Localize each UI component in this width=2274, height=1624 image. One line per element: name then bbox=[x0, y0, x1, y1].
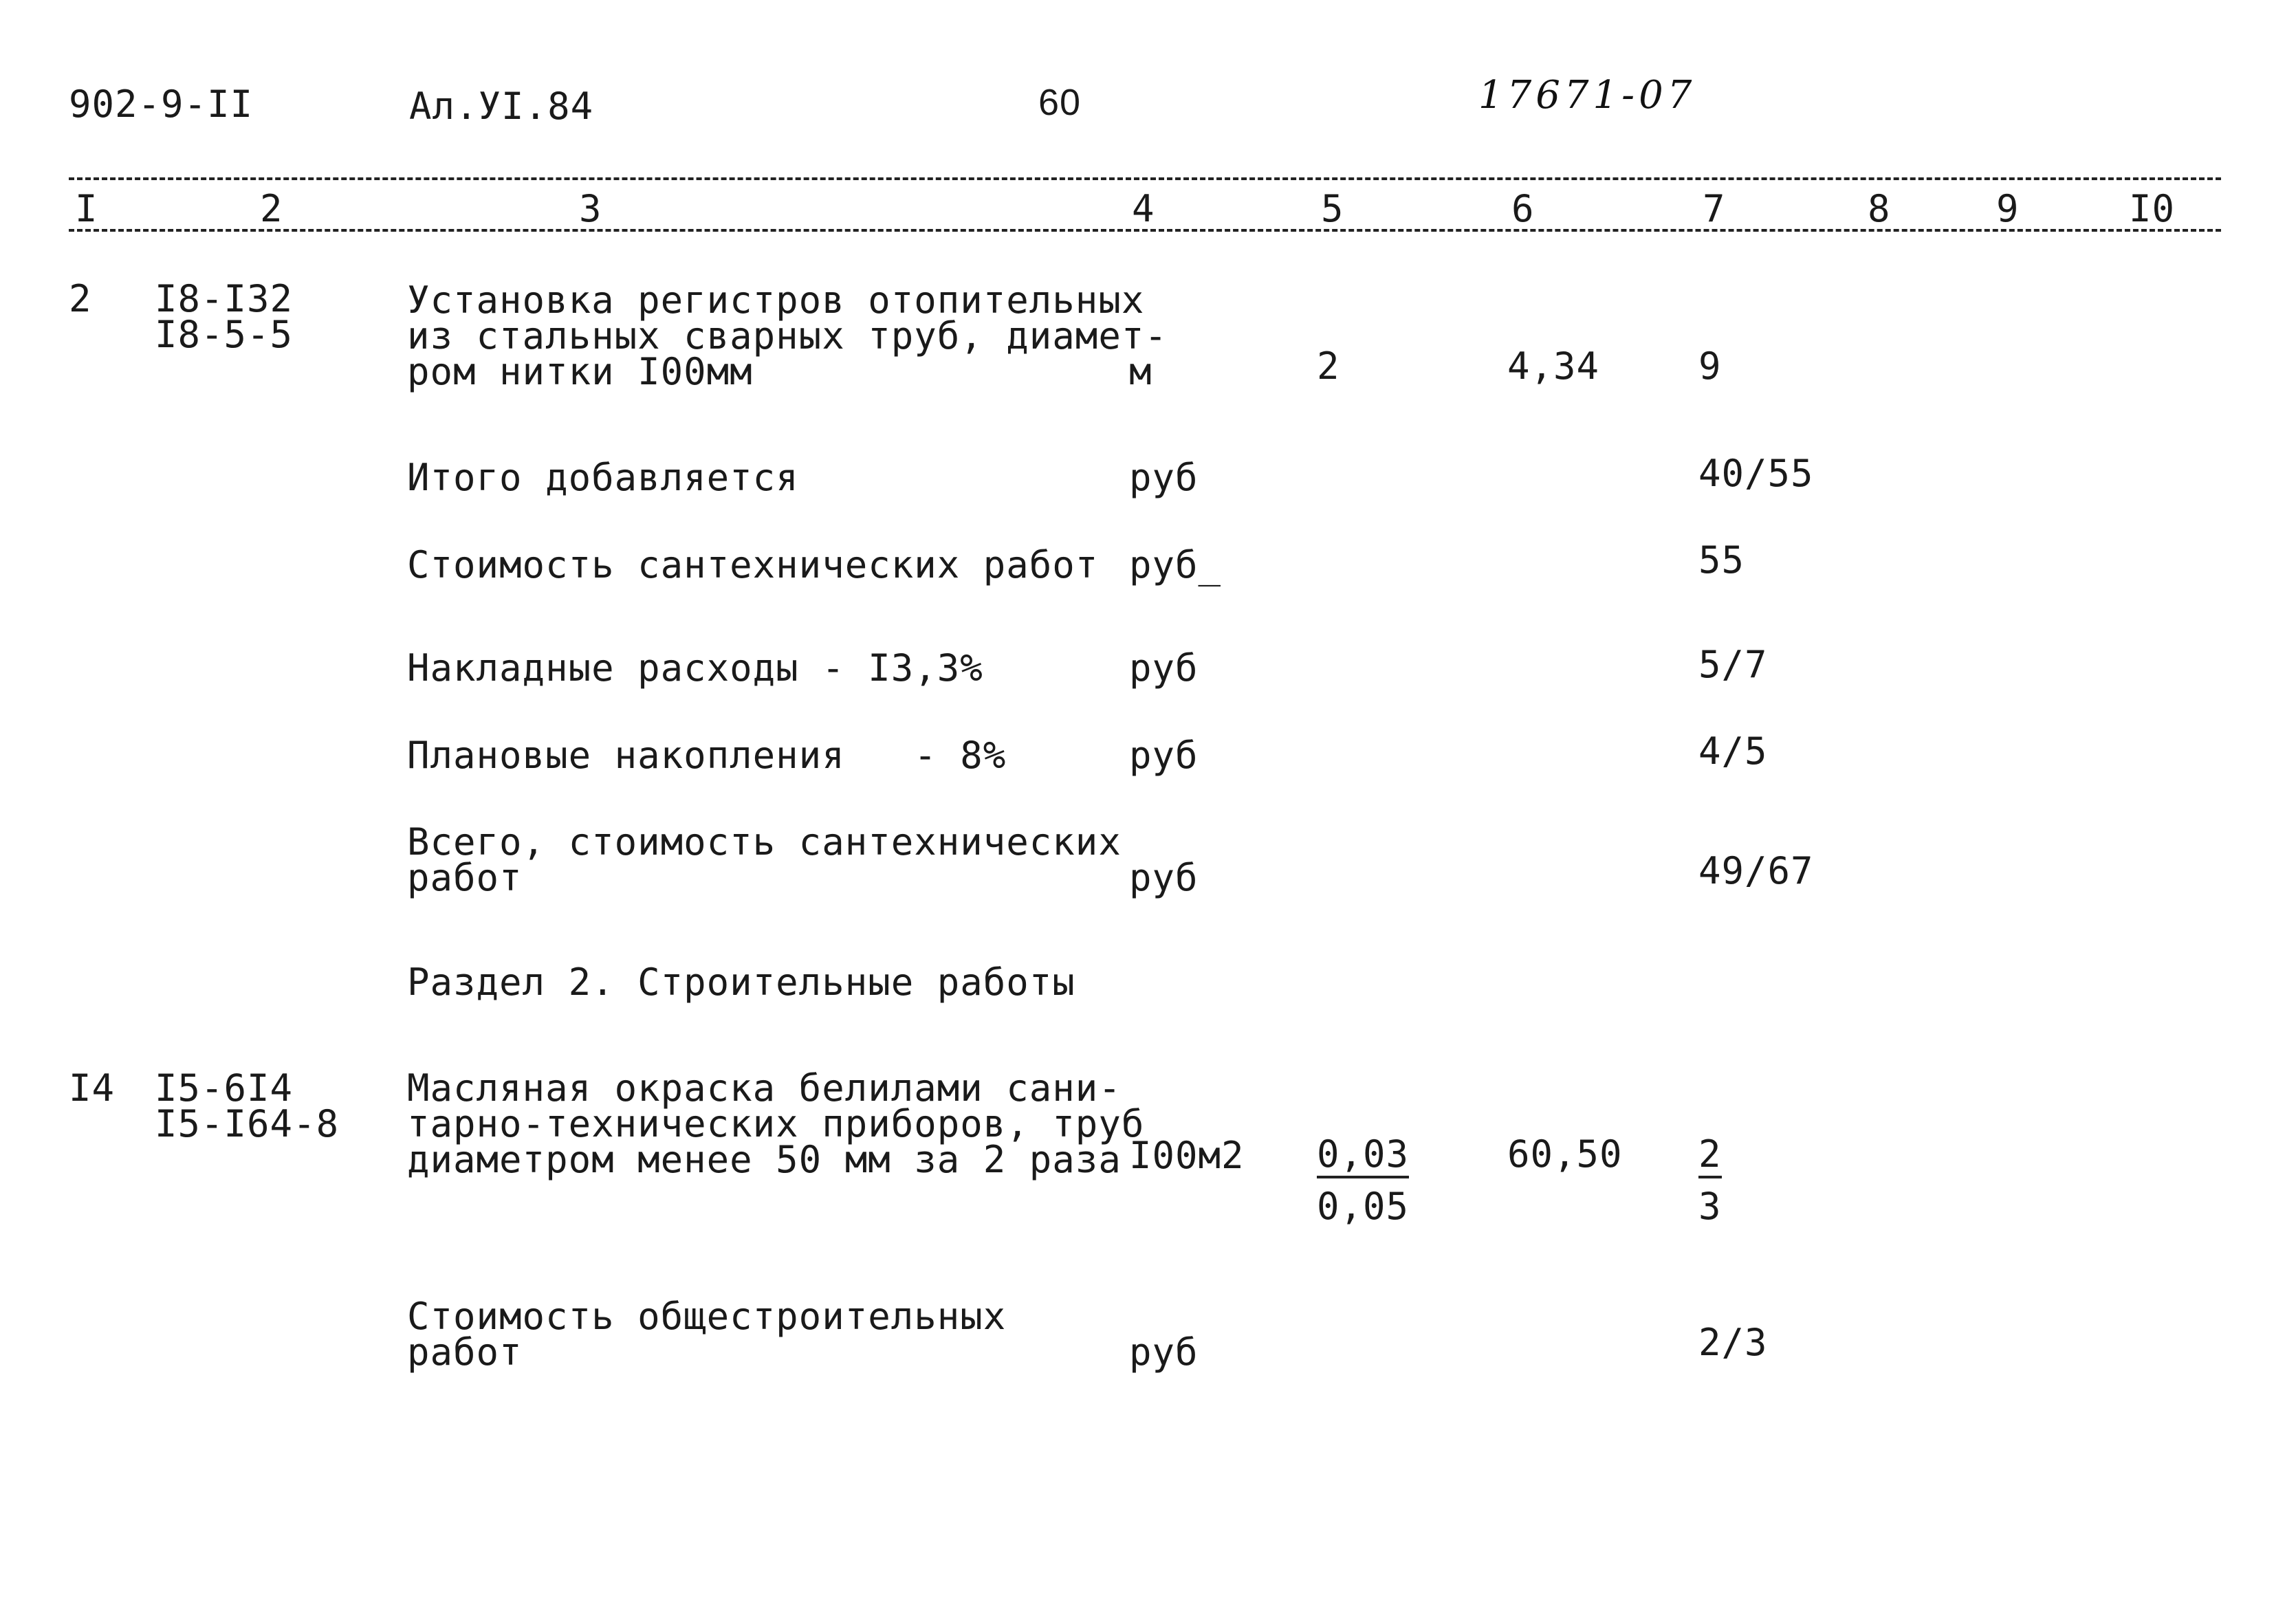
album-code: Ал.УI.84 bbox=[409, 85, 594, 128]
plumbing-cost-label: Стоимость сантехнических работ bbox=[407, 543, 1099, 586]
grand-total-label: работ bbox=[407, 856, 523, 899]
column-header-9: 9 bbox=[1992, 190, 2024, 228]
column-header-8: 8 bbox=[1863, 190, 1895, 228]
unit: руб bbox=[1129, 856, 1199, 899]
total-denominator: 3 bbox=[1698, 1185, 1722, 1228]
work-description: ром нитки I00мм bbox=[407, 350, 753, 393]
page-number: 60 bbox=[1038, 82, 1082, 123]
unit: руб bbox=[1129, 646, 1199, 690]
general-construction-cost-label: работ bbox=[407, 1330, 523, 1374]
column-header-4: 4 bbox=[1128, 190, 1159, 228]
unit: руб bbox=[1129, 734, 1199, 777]
unit: м bbox=[1129, 350, 1152, 393]
column-header-1: I bbox=[71, 190, 102, 228]
rate-code: I8-I32 bbox=[155, 277, 294, 320]
unit: руб bbox=[1129, 456, 1199, 499]
total-cost: 2/3 bbox=[1698, 1321, 1768, 1364]
grand-total-label: Всего, стоимость сантехнических bbox=[407, 820, 1122, 864]
rate-code: I5-I64-8 bbox=[155, 1102, 340, 1145]
work-description: Установка регистров отопительных bbox=[407, 278, 1145, 322]
unit-price: 60,50 bbox=[1507, 1132, 1623, 1176]
document-number: 17671-07 bbox=[1478, 73, 1696, 118]
project-code: 902-9-II bbox=[69, 83, 254, 126]
column-header-7: 7 bbox=[1698, 190, 1730, 228]
total-numerator: 2 bbox=[1698, 1136, 1722, 1178]
header-top-rule bbox=[69, 177, 2221, 180]
total-cost: 9 bbox=[1698, 344, 1722, 388]
section-heading: Раздел 2. Строительные работы bbox=[407, 961, 1075, 1004]
total-cost: 4/5 bbox=[1698, 729, 1768, 773]
work-description: диаметром менее 50 мм за 2 раза bbox=[407, 1138, 1122, 1181]
general-construction-cost-label: Стоимость общестроительных bbox=[407, 1295, 1007, 1338]
total-cost: 55 bbox=[1698, 538, 1745, 582]
column-header-5: 5 bbox=[1317, 190, 1348, 228]
total-cost: 40/55 bbox=[1698, 452, 1814, 495]
work-description: Масляная окраска белилами сани- bbox=[407, 1066, 1122, 1110]
unit: руб bbox=[1129, 1330, 1199, 1374]
unit: руб_ bbox=[1129, 543, 1222, 586]
subtotal-label: Итого добавляется bbox=[407, 456, 799, 499]
unit: I00м2 bbox=[1129, 1134, 1245, 1177]
work-description: тарно-технических приборов, труб bbox=[407, 1102, 1145, 1145]
column-header-2: 2 bbox=[256, 190, 287, 228]
rate-code: I8-5-5 bbox=[155, 313, 294, 356]
planned-savings-label: Плановые накопления - 8% bbox=[407, 734, 1007, 777]
quantity: 2 bbox=[1317, 344, 1340, 388]
quantity-denominator: 0,05 bbox=[1317, 1185, 1410, 1228]
column-header-10: I0 bbox=[2125, 190, 2179, 228]
quantity-numerator: 0,03 bbox=[1317, 1136, 1409, 1178]
column-header-6: 6 bbox=[1507, 190, 1539, 228]
column-header-3: 3 bbox=[575, 190, 606, 228]
rate-code: I5-6I4 bbox=[155, 1066, 294, 1110]
overhead-label: Накладные расходы - I3,3% bbox=[407, 646, 983, 690]
row-number: I4 bbox=[69, 1066, 116, 1110]
row-number: 2 bbox=[69, 277, 92, 320]
unit-price: 4,34 bbox=[1507, 344, 1600, 388]
total-cost: 5/7 bbox=[1698, 643, 1768, 686]
work-description: из стальных сварных труб, диамет- bbox=[407, 314, 1168, 358]
total-cost: 49/67 bbox=[1698, 849, 1814, 892]
